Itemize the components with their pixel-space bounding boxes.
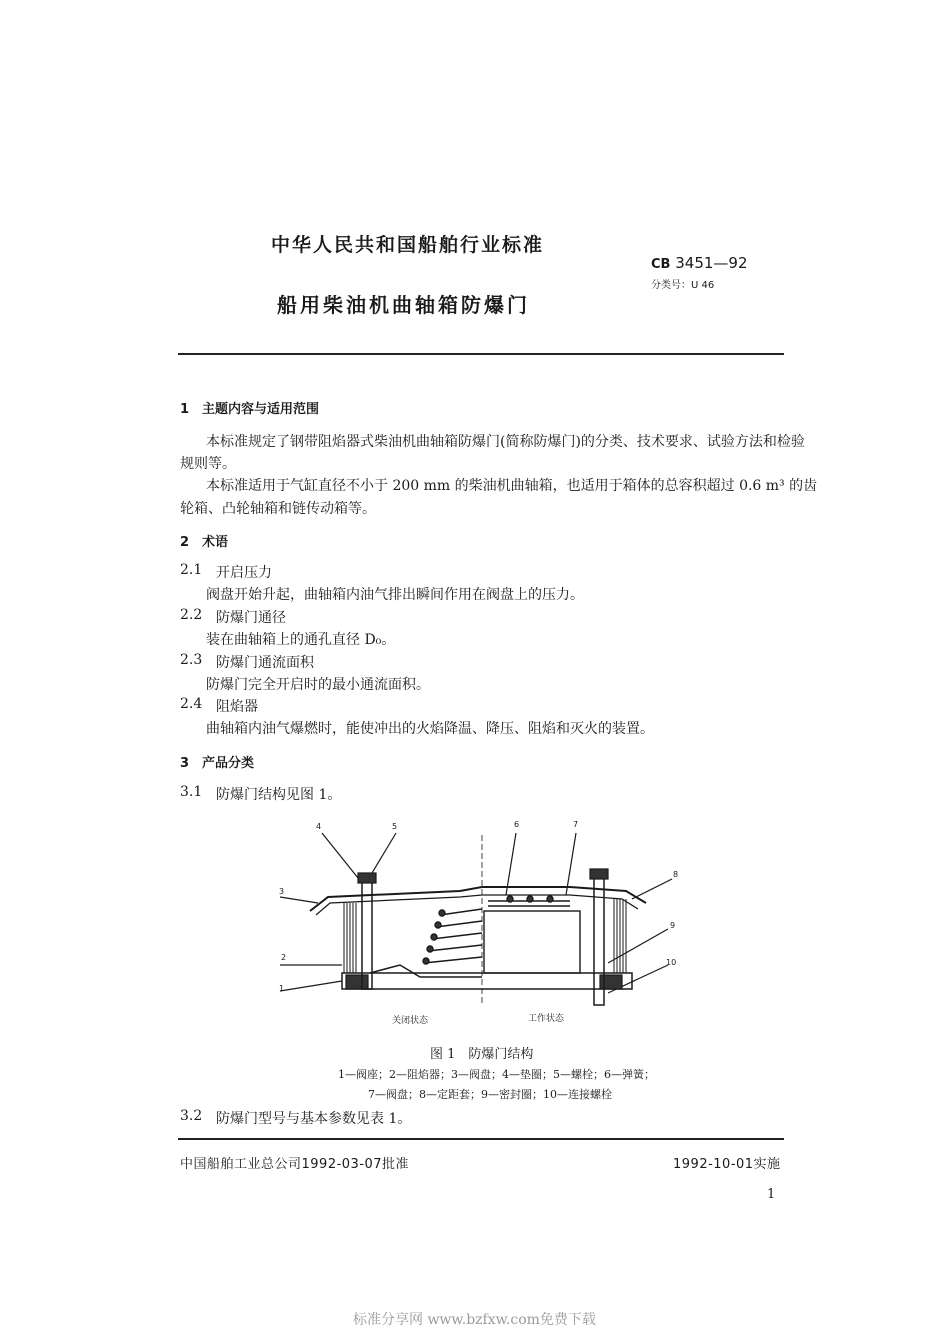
- callout-6: 6: [514, 820, 520, 829]
- bolt-right-head: [590, 869, 608, 879]
- callout-5: 5: [392, 822, 398, 831]
- leader-line-1: [280, 981, 342, 991]
- figure-1-legend-line-1: 1—阀座；2—阻焰器；3—阀盘；4—垫圈；5—螺栓；6—弹簧；: [338, 1068, 655, 1081]
- org-title: 中华人民共和国船舶行业标准: [271, 234, 545, 256]
- spring-closed: [423, 909, 482, 964]
- section-1-heading: 1 主题内容与适用范围: [180, 402, 320, 417]
- section-1-para-2-line-2: 轮箱、凸轮轴箱和链传动箱等。: [180, 501, 376, 517]
- term-2-3-number: 2.3: [180, 652, 203, 668]
- valve-seat: [342, 973, 632, 989]
- watermark: 标准分享网 www.bzfxw.com免费下载: [353, 1312, 596, 1328]
- figure-1-caption: 图 1 防爆门结构: [430, 1047, 534, 1062]
- term-2-4-definition: 曲轴箱内油气爆燃时，能使冲出的火焰降温、降压、阻焰和灭火的装置。: [206, 721, 654, 737]
- term-2-1-definition: 阀盘开始升起，曲轴箱内油气排出瞬间作用在阀盘上的压力。: [206, 587, 584, 603]
- callout-8: 8: [673, 870, 679, 879]
- term-2-3-definition: 防爆门完全开启时的最小通流面积。: [206, 677, 430, 693]
- callout-9: 9: [670, 921, 676, 930]
- valve-disc-left: [310, 887, 482, 911]
- footer-divider: [178, 1138, 784, 1140]
- section-1-para-1-line-2: 规则等。: [180, 456, 236, 472]
- standard-code: 3451—92: [675, 254, 748, 272]
- term-2-2-name: 防爆门通径: [216, 610, 286, 626]
- item-3-1-number: 3.1: [180, 784, 203, 800]
- flame-arrester-right: [614, 899, 626, 973]
- term-2-1-name: 开启压力: [216, 565, 272, 581]
- lower-disc-closed: [370, 965, 482, 977]
- section-1-para-1-line-1: 本标准规定了钢带阻焰器式柴油机曲轴箱防爆门(简称防爆门)的分类、技术要求、试验方法和检验: [206, 434, 805, 450]
- section-2-heading: 2 术语: [180, 535, 229, 550]
- inner-guide: [484, 911, 580, 973]
- callout-2: 2: [281, 953, 287, 962]
- working-state-label: 工作状态: [528, 1014, 565, 1024]
- standard-number: [651, 254, 748, 272]
- document-title: 船用柴油机曲轴箱防爆门: [277, 293, 530, 317]
- term-2-2-number: 2.2: [180, 607, 203, 623]
- callout-3: 3: [279, 887, 285, 896]
- leader-line-6: [506, 833, 516, 895]
- figure-1-legend-line-2: 7—阀盘；8—定距套；9—密封圈；10—连接螺栓: [368, 1088, 612, 1101]
- term-2-4-name: 阻焰器: [216, 699, 258, 715]
- callout-7: 7: [573, 820, 579, 829]
- spring-open: [488, 896, 570, 906]
- section-3-heading: 3 产品分类: [180, 756, 255, 771]
- leader-line-7: [566, 833, 576, 895]
- callout-4: 4: [316, 822, 322, 831]
- term-2-3-name: 防爆门通流面积: [216, 655, 314, 671]
- approval-line: 中国船舶工业总公司1992-03-07批准: [180, 1157, 410, 1172]
- item-3-2-number: 3.2: [180, 1108, 203, 1124]
- callout-1: 1: [279, 984, 285, 993]
- page-number: 1: [767, 1187, 776, 1202]
- classification-code: 分类号：U 46: [651, 280, 715, 291]
- term-2-2-definition: 装在曲轴箱上的通孔直径 D₀。: [206, 632, 396, 648]
- leader-line-4: [322, 833, 362, 883]
- standard-prefix: CB: [651, 257, 671, 272]
- section-1-para-2-line-1: 本标准适用于气缸直径不小于 200 mm 的柴油机曲轴箱，也适用于箱体的总容积超过 0.6 m³ 的齿: [206, 478, 818, 494]
- leader-line-8: [632, 879, 672, 899]
- header-divider: [178, 353, 784, 355]
- valve-disc-right-under: [482, 895, 638, 909]
- bolt-left-head: [358, 873, 376, 883]
- item-3-2-text: 防爆门型号与基本参数见表 1。: [216, 1111, 412, 1127]
- seat-left-block: [346, 975, 368, 989]
- callout-10: 10: [666, 958, 677, 967]
- leader-line-3: [280, 897, 318, 903]
- flame-arrester-left: [344, 903, 356, 973]
- term-2-1-number: 2.1: [180, 562, 203, 578]
- item-3-1-text: 防爆门结构见图 1。: [216, 787, 342, 803]
- figure-1-drawing: [270, 815, 690, 1030]
- closed-state-label: 关闭状态: [392, 1016, 429, 1026]
- term-2-4-number: 2.4: [180, 696, 203, 712]
- implementation-date: 1992-10-01实施: [673, 1157, 781, 1172]
